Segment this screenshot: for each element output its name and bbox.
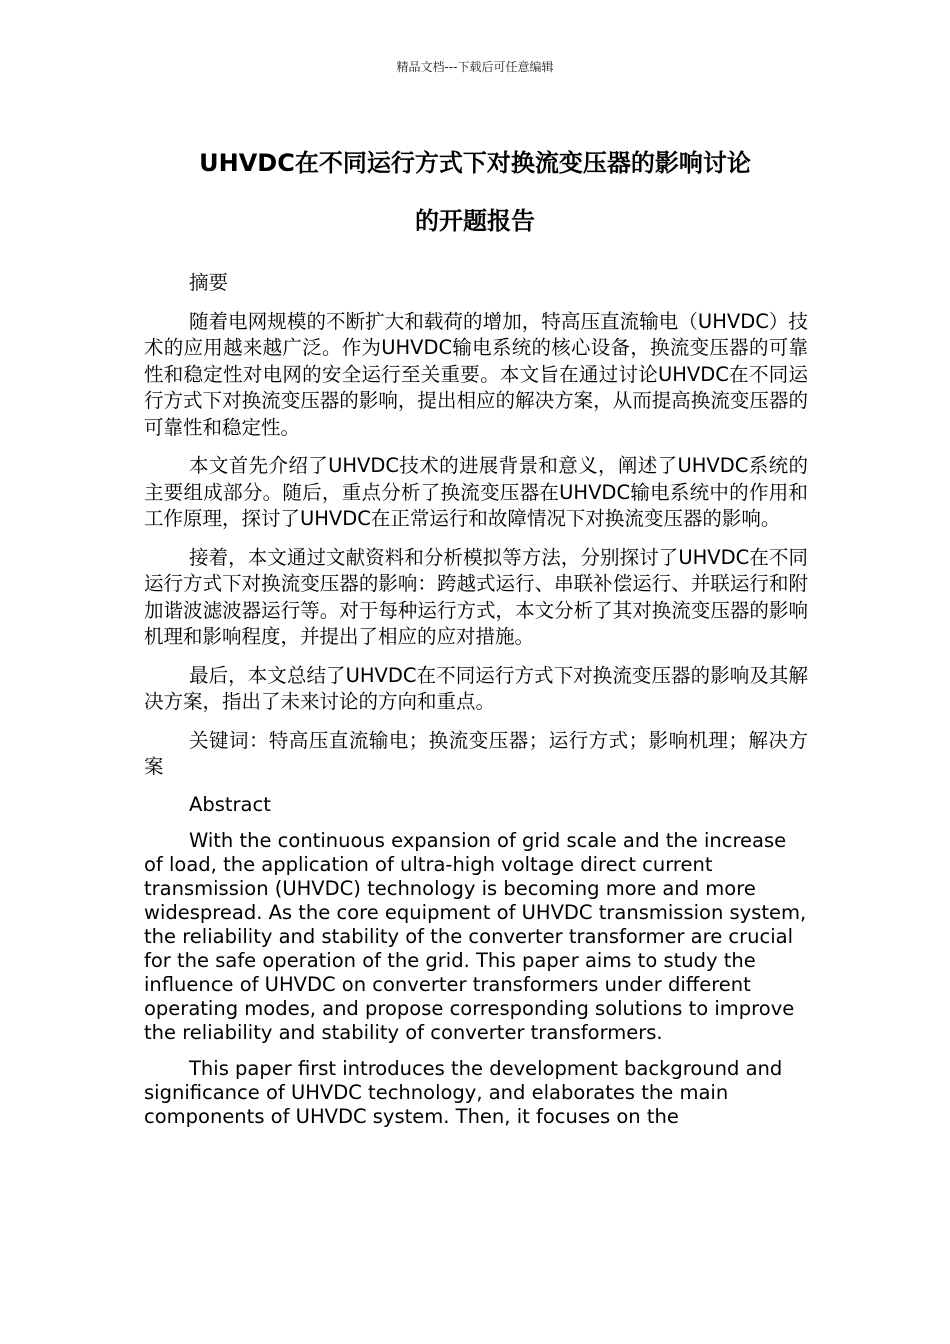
title-line-1: UHVDC在不同运行方式下对换流变压器的影响讨论 — [199, 149, 751, 177]
abstract-cn-paragraph-2: 本文首先介绍了UHVDC技术的进展背景和意义，阐述了UHVDC系统的主要组成部分。随后，重点分析了换流变压器在UHVDC输电系统中的作用和工作原理，探讨了UHVDC在正常运行和故障情况下对换流变压器的影响。 — [144, 454, 808, 530]
abstract-en-paragraph-2: This paper first introduces the development background and significance of UHVDC technology, and elaborates the main components of UHVDC system. Then, it focuses on the — [144, 1056, 783, 1128]
document-title — [130, 134, 820, 250]
abstract-cn-paragraph-1: 随着电网规模的不断扩大和载荷的增加，特高压直流输电（UHVDC）技术的应用越来越广泛。作为UHVDC输电系统的核心设备，换流变压器的可靠性和稳定性对电网的安全运行至关重要。本文旨在通过讨论UHVDC在不同运行方式下对换流变压器的影响，提出相应的解决方案，从而提高换流变压器的可靠性和稳定性。 — [144, 309, 808, 439]
abstract-cn-heading: 摘要 — [189, 271, 229, 294]
abstract-cn-paragraph-4: 最后，本文总结了UHVDC在不同运行方式下对换流变压器的影响及其解决方案，指出了未来讨论的方向和重点。 — [144, 663, 808, 713]
title-line-2: 的开题报告 — [415, 207, 535, 235]
keywords-cn: 关键词：特高压直流输电；换流变压器；运行方式；影响机理；解决方案 — [144, 728, 808, 778]
document-body — [144, 270, 808, 1129]
abstract-cn-paragraph-3: 接着，本文通过文献资料和分析模拟等方法，分别探讨了UHVDC在不同运行方式下对换流变压器的影响：跨越式运行、串联补偿运行、并联运行和附加谐波滤波器运行等。对于每种运行方式，本文分析了其对换流变压器的影响机理和影响程度，并提出了相应的应对措施。 — [144, 545, 808, 648]
header-note: 精品文档---下载后可任意编辑 — [396, 60, 554, 74]
abstract-en-paragraph-1: With the continuous expansion of grid scale and the increase of load, the application of ultra-high voltage direct current transmission (UHVDC) technology is becoming more and more widespread. As the core equipment of UHVDC transmission system, the reliability and stability of the converter transformer are crucial for the safe operation of the grid. This paper aims to study the influence of UHVDC on converter transformers under different operating modes, and propose corresponding solutions to improve the reliability and stability of converter transformers. — [144, 828, 807, 1044]
abstract-en-section — [144, 793, 808, 1129]
abstract-en-heading: Abstract — [189, 792, 271, 816]
abstract-cn-section — [144, 270, 808, 781]
